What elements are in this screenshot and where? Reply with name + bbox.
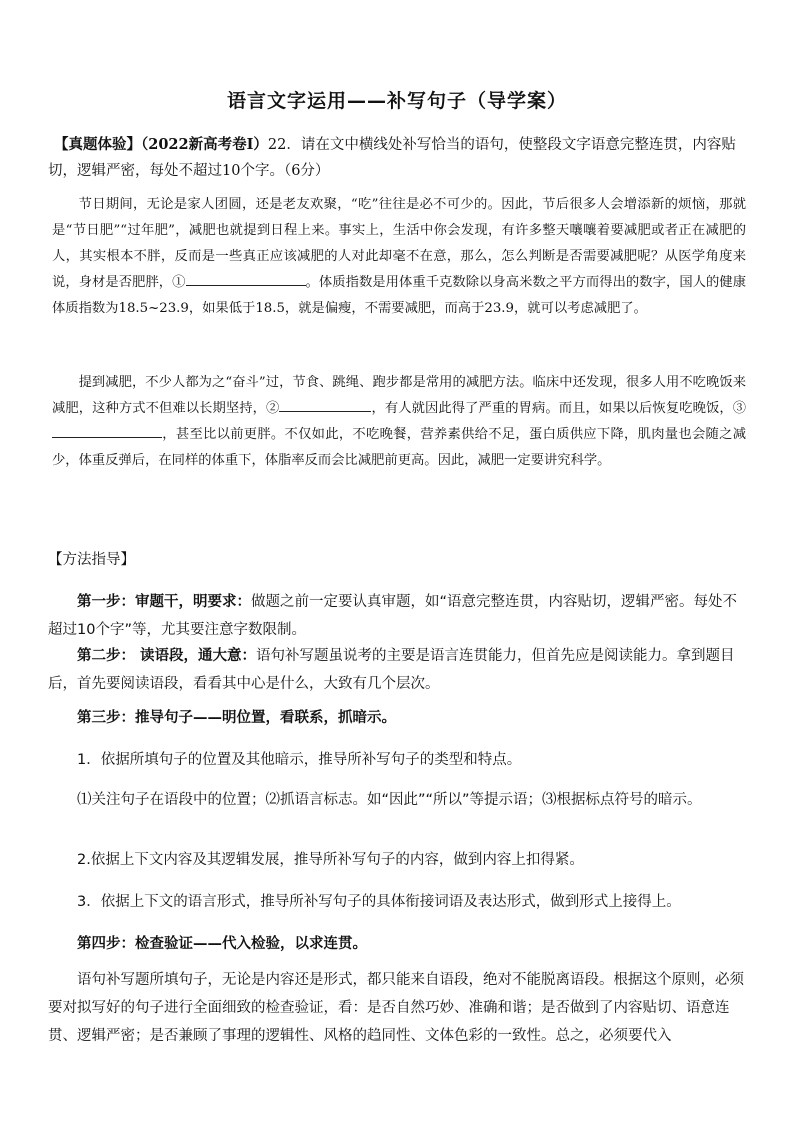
method-step-1 bbox=[48, 588, 750, 644]
closing-paragraph: 语句补写题所填句子，无论是内容还是形式，都只能来自语段，绝对不能脱离语段。根据这个原则，必须要对拟写好的句子进行全面细致的检查验证，看：是否自然巧妙、准确和谐；是否做到了内容贴切、语意连贯、逻辑严密；是否兼顾了事理的逻辑性、风格的趋同性、文体色彩的一致性。总之，必须要代入 bbox=[48, 972, 744, 1044]
step2-text: 语句补写题虽说考的主要是语言连贯能力，但首先应是阅读能力。拿到题目后，首先要阅读语段，看看其中心是什么，大致有几个层次。 bbox=[48, 648, 735, 692]
answer-blank-1[interactable] bbox=[186, 271, 306, 286]
step3-point-1-detail: ⑴关注句子在语段中的位置；⑵抓语言标志。如“因此”“所以”等提示语；⑶根据标点符号的暗示。 bbox=[77, 792, 702, 808]
method-step-4 bbox=[48, 930, 750, 958]
step4-heading: 第四步：检查验证——代入检验，以求连贯。 bbox=[77, 936, 367, 952]
passage1-text-a: 节日期间，无论是家人团圆，还是老友欢聚，“吃”往往是必不可少的。因此，节后很多人会增添新的烦恼，那就是“节日肥”“过年肥”，减肥也就提到日程上来。事实上，生活中你会发现，有许多整天嚷嚷着要减肥或者正在减肥的人，其实根本不胖，反而是一些真正应该减肥的人对此却毫不在意，那么，怎么判断是否需要减肥呢？从医学角度来说，身材是否肥胖，① bbox=[52, 197, 746, 290]
step1-heading: 第一步：审题干，明要求： bbox=[77, 594, 251, 610]
question-text: 22．请在文中横线处补写恰当的语句，使整段文字语意完整连贯，内容贴切，逻辑严密，每处不超过10个字。（6分） bbox=[48, 137, 736, 179]
method-step-2 bbox=[48, 642, 750, 698]
passage2-text-a: 提到减肥，不少人都为之“奋斗”过，节食、跳绳、跑步都是常用的减肥方法。临床中还发现，很多人用不吃晚饭来减肥，这种方式不但难以长期坚持，② bbox=[52, 375, 746, 416]
step3-heading: 第三步：推导句子——明位置，看联系，抓暗示。 bbox=[77, 710, 396, 726]
passage2-text-b: ，有人就因此得了严重的胃病。而且，如果以后恢复吃晚饭，③ bbox=[371, 401, 746, 416]
passage2-text-c: ，甚至比以前更胖。不仅如此，不吃晚餐，营养素供给不足，蛋白质供应下降，肌肉量也会随之减 少，体重反弹后，在同样的体重下，体脂率反而会比减肥前更高。因此，减肥一定要讲究科学。 bbox=[52, 427, 746, 468]
step1-text: 做题之前一定要认真审题，如“语意完整连贯，内容贴切，逻辑严密。每处不超过10个字”等，尤其要注意字数限制。 bbox=[48, 594, 738, 638]
step3-point-2: 2.依据上下文内容及其逻辑发展，推导所补写句子的内容，做到内容上扣得紧。 bbox=[77, 852, 584, 868]
answer-blank-3[interactable] bbox=[52, 423, 162, 438]
method-step-3 bbox=[48, 704, 750, 732]
passage-paragraph-2 bbox=[52, 370, 746, 474]
answer-blank-2[interactable] bbox=[279, 397, 371, 412]
passage-paragraph-1 bbox=[52, 192, 746, 322]
question-prompt bbox=[48, 132, 750, 184]
question-source-tag: 【真题体验】（2022新高考卷Ⅰ） bbox=[54, 136, 268, 153]
step3-point-3: 3．依据上下文的语言形式，推导所补写句子的具体衔接词语及表达形式，做到形式上接得上。 bbox=[77, 894, 681, 910]
passage1-text-b: 。体质指数是用体重千克数除以身高米数之平方而得出的数字，国人的健康体质指数为18.5~23.9，如果低于18.5，就是偏瘦，不需要减肥，而高于23.9，就可以考虑减肥了。 bbox=[52, 275, 747, 316]
step3-point-1: 1．依据所填句子的位置及其他暗示，推导所补写句子的类型和特点。 bbox=[77, 752, 522, 768]
page-title: 语言文字运用——补写句子（导学案） bbox=[226, 90, 567, 112]
method-heading: 【方法指导】 bbox=[48, 552, 135, 568]
step2-heading: 第二步： 读语段，通大意： bbox=[77, 648, 257, 664]
